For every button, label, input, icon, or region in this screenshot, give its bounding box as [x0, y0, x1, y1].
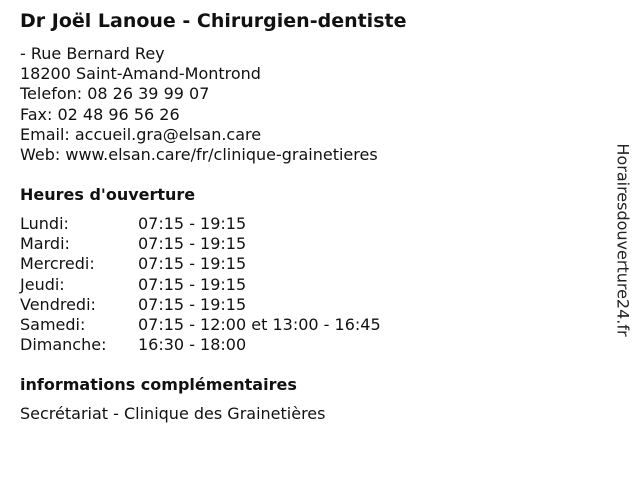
- site-watermark: Horairesdouverture24.fr: [613, 143, 633, 337]
- phone-number: Telefon: 08 26 39 99 07: [20, 84, 210, 104]
- contact-block: [20, 44, 378, 165]
- hours-row-vendredi: [20, 295, 381, 315]
- time-range: 07:15 - 19:15: [138, 254, 247, 274]
- hours-row-mardi: [20, 234, 381, 254]
- time-range: 07:15 - 19:15: [138, 214, 247, 233]
- day-label: Mercredi:: [20, 254, 95, 274]
- day-label: Vendredi:: [20, 294, 96, 314]
- city-address: 18200 Saint-Amand-Montrond: [20, 64, 261, 84]
- website: Web: www.elsan.care/fr/clinique-grainetieres: [20, 145, 378, 165]
- time-range: 16:30 - 18:00: [138, 335, 247, 355]
- fax-number: Fax: 02 48 96 56 26: [20, 104, 180, 124]
- email-address: Email: accueil.gra@elsan.care: [20, 124, 262, 144]
- day-label: Samedi:: [20, 315, 86, 335]
- additional-info-heading: informations complémentaires: [20, 375, 297, 394]
- hours-row-dimanche: [20, 335, 381, 355]
- opening-hours-heading: Heures d'ouverture: [20, 185, 196, 204]
- hours-row-jeudi: [20, 275, 381, 295]
- page-title: Dr Joël Lanoue - Chirurgien-dentiste: [20, 10, 407, 32]
- hours-row-samedi: [20, 315, 381, 335]
- hours-row-lundi: [20, 214, 381, 234]
- additional-info-text: Secrétariat - Clinique des Grainetières: [20, 404, 326, 423]
- time-range: 07:15 - 12:00 et 13:00 - 16:45: [138, 315, 381, 335]
- day-label: Mardi:: [20, 234, 70, 254]
- time-range: 07:15 - 19:15: [138, 274, 247, 294]
- time-range: 07:15 - 19:15: [138, 234, 247, 254]
- opening-hours-table: [20, 214, 381, 355]
- day-label: Lundi:: [20, 214, 69, 233]
- day-label: Jeudi:: [20, 274, 65, 294]
- day-label: Dimanche:: [20, 335, 107, 355]
- hours-row-mercredi: [20, 254, 381, 274]
- time-range: 07:15 - 19:15: [138, 294, 247, 314]
- street-address: - Rue Bernard Rey: [20, 44, 165, 63]
